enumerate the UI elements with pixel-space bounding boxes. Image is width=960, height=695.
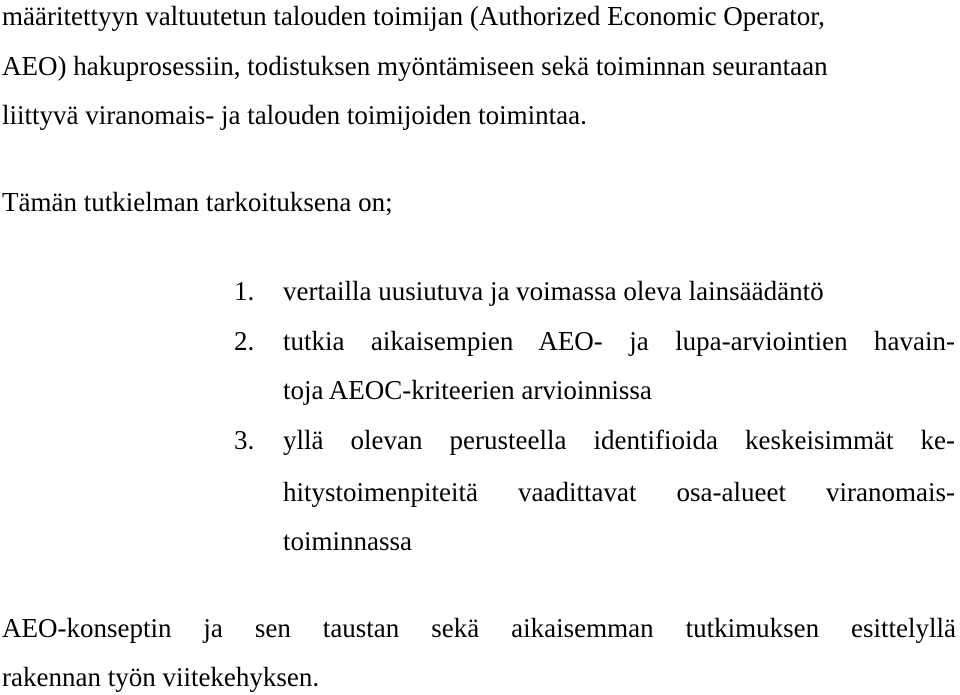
list-item-2-line-1: tutkia aikaisempien AEO- ja lupa-arviointien havain- [283, 326, 955, 356]
list-item-1-line-1: vertailla uusiutuva ja voimassa oleva lainsäädäntö [283, 276, 824, 306]
list-item-3-line-3: toiminnassa [283, 526, 412, 556]
paragraph-1-line-2: AEO) hakuprosessiin, todistuksen myöntämiseen sekä toiminnan seurantaan [2, 51, 828, 81]
intro-text: Tämän tutkielman tarkoituksena on; [2, 187, 393, 217]
list-item-3-number: 3. [234, 425, 255, 455]
paragraph-1-line-3: liittyvä viranomais- ja talouden toimijoiden toimintaa. [2, 100, 587, 130]
list-item-3-line-1: yllä olevan perusteella identifioida keskeisimmät ke- [283, 425, 955, 455]
paragraph-2-line-1: AEO-konseptin ja sen taustan sekä aikaisemman tutkimuksen esittelyllä [2, 613, 956, 643]
list-item-1-number: 1. [234, 276, 255, 306]
paragraph-1-line-1: määritettyyn valtuutetun talouden toimijan (Authorized Economic Operator, [2, 1, 825, 31]
list-item-3-line-2: hitystoimenpiteitä vaadittavat osa-alueet viranomais- [283, 477, 955, 507]
list-item-2-line-2: toja AEOC-kriteerien arvioinnissa [283, 375, 652, 405]
paragraph-2-line-2: rakennan työn viitekehyksen. [2, 662, 320, 692]
list-item-2-number: 2. [234, 326, 255, 356]
